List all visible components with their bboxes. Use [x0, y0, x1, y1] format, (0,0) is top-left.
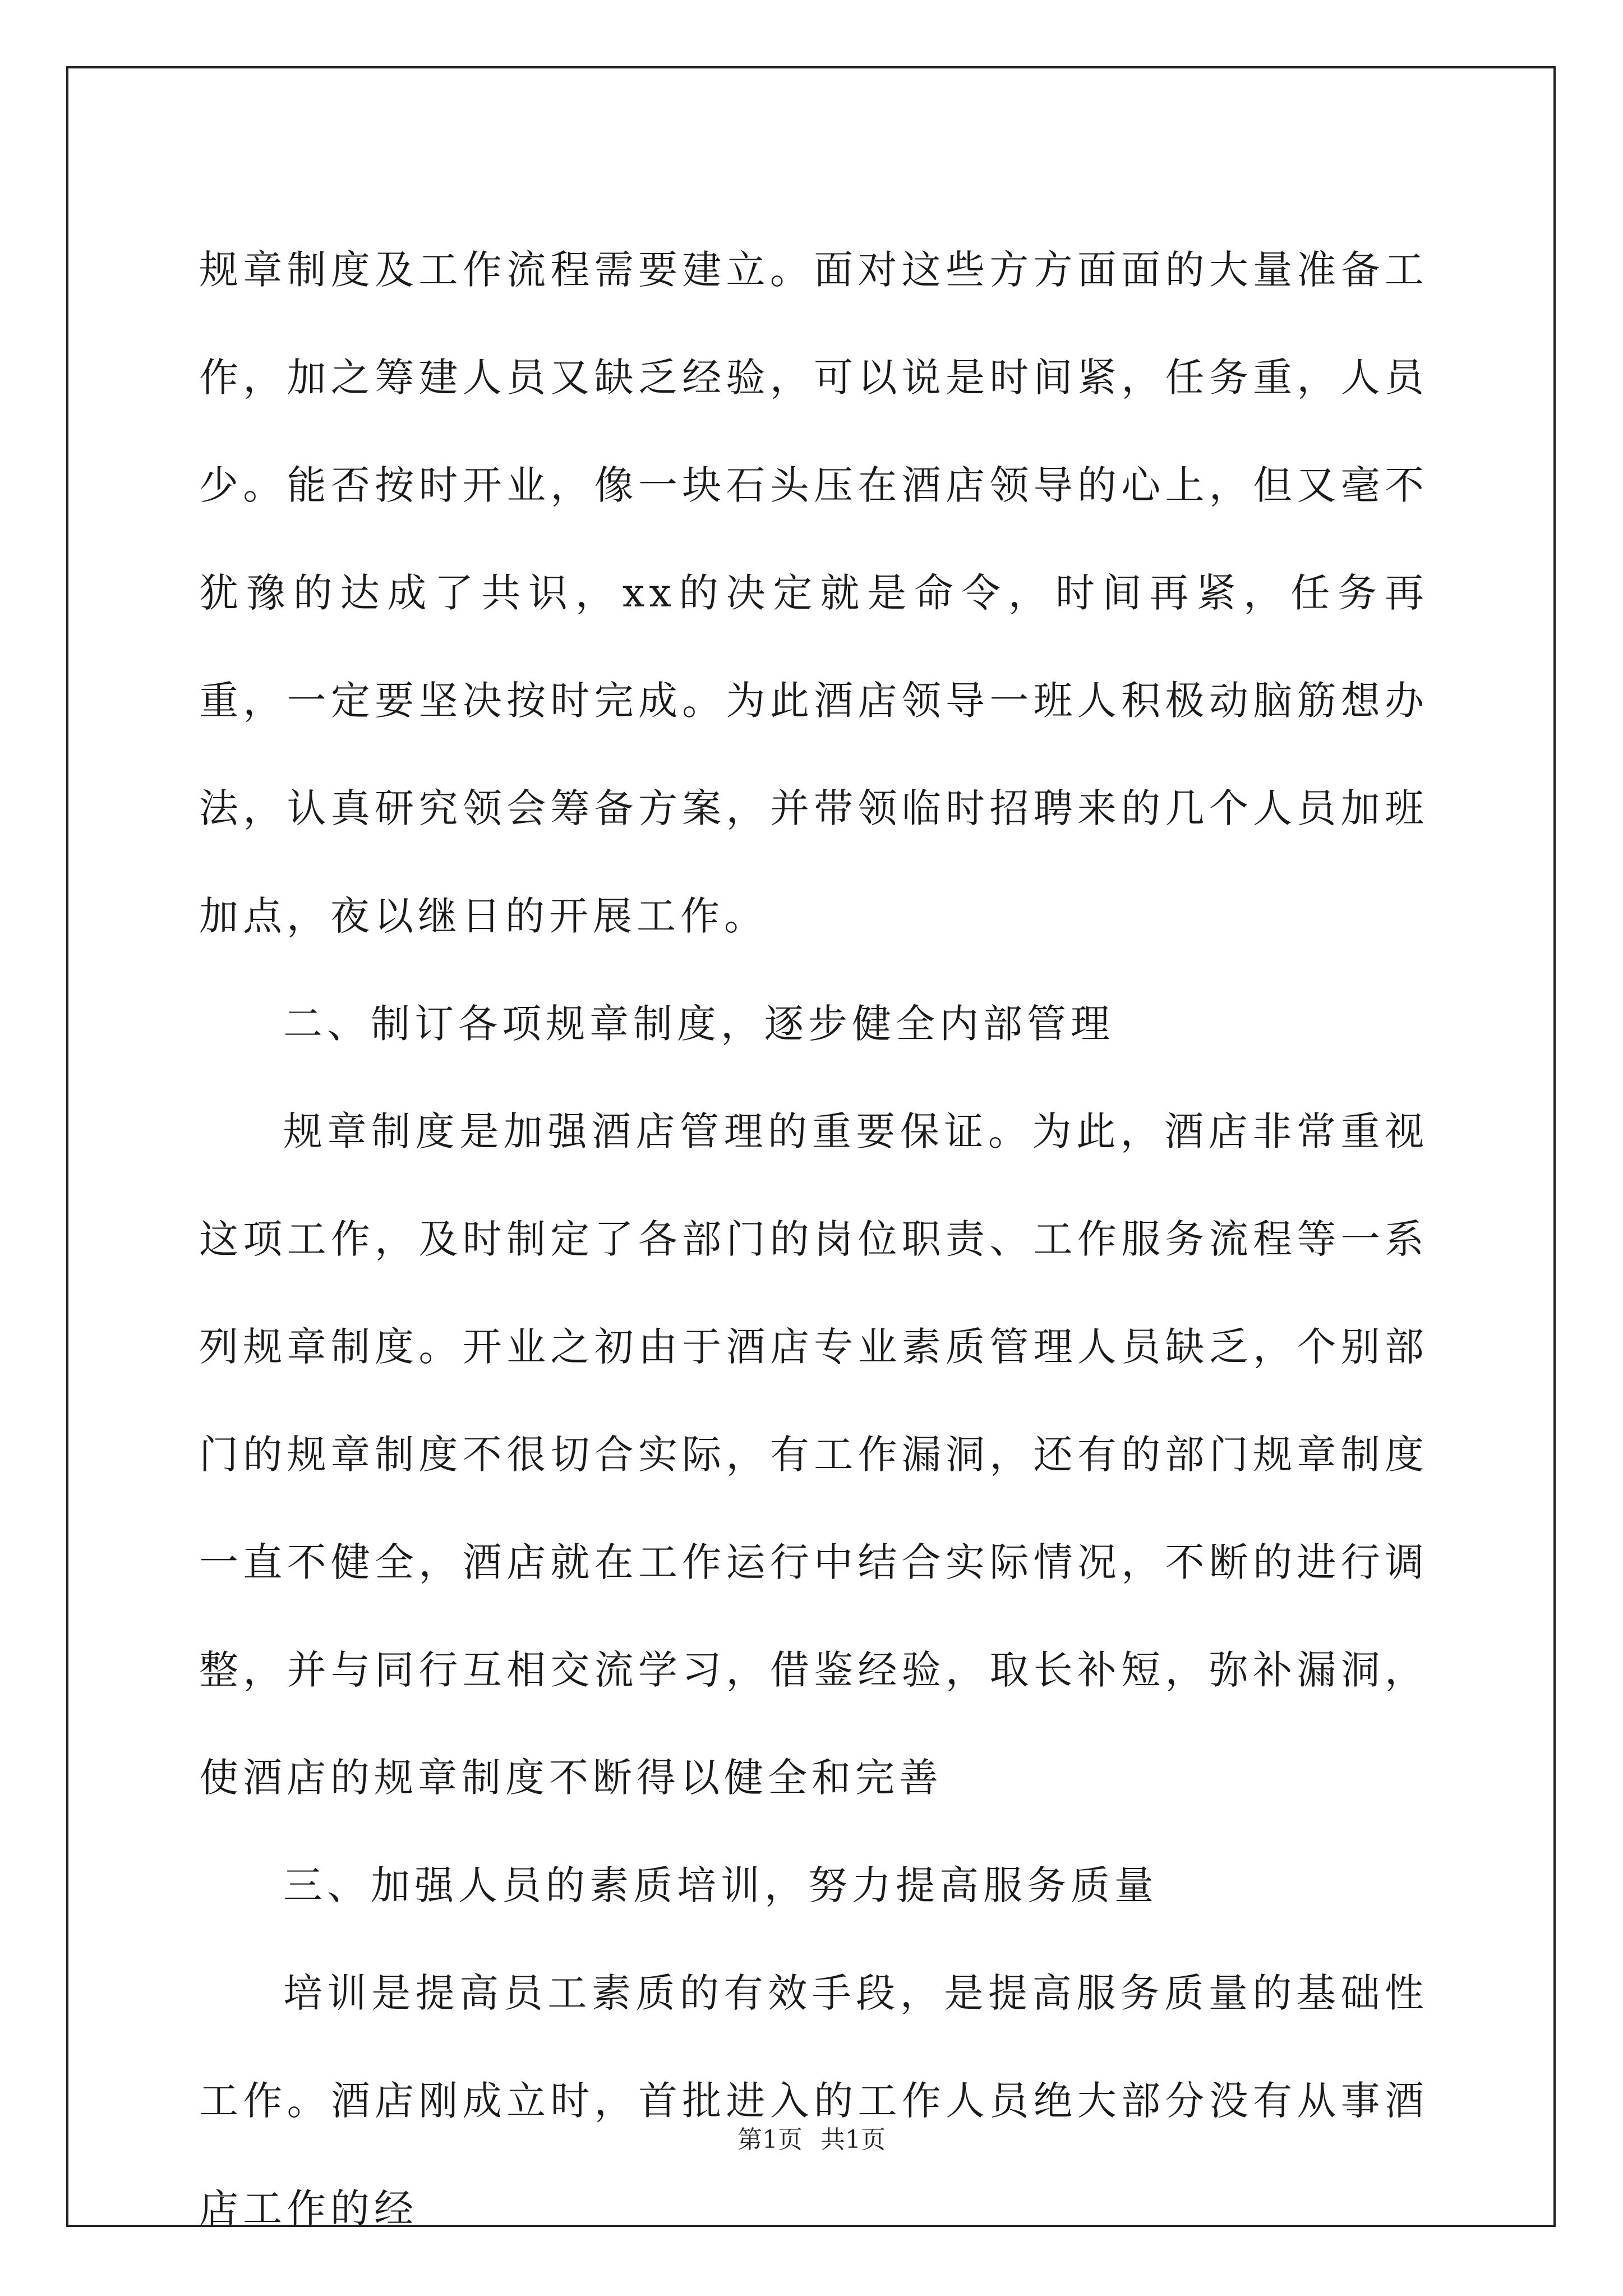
page-number: 第1页: [737, 2125, 803, 2154]
section-heading-3: 三、加强人员的素质培训，努力提高服务质量: [283, 1862, 1158, 1908]
section-heading-2: 二、制订各项规章制度，逐步健全内部管理: [283, 1001, 1114, 1047]
paragraph-rules: 规章制度是加强酒店管理的重要保证。为此，酒店非常重视这项工作，及时制定了各部门的岗位职责、工作服务流程等一系列规章制度。开业之初由于酒店专业素质管理人员缺乏，个别部门的规章制度不很切合实际，有工作漏洞，还有的部门规章制度一直不健全，酒店就在工作运行中结合实际情况，不断的进行调整，并与同行互相交流学习，借鉴经验，取长补短，弥补漏洞，使酒店的规章制度不断得以健全和完善: [199, 1108, 1428, 1801]
paragraph-training: 培训是提高员工素质的有效手段，是提高服务质量的基础性工作。酒店刚成立时，首批进入的工作人员绝大部分没有从事酒店工作的经: [199, 1970, 1428, 2231]
page-total: 共1页: [820, 2125, 886, 2154]
document-body: [199, 216, 1428, 2262]
paragraph-continuation: 规章制度及工作流程需要建立。面对这些方方面面的大量准备工作，加之筹建人员又缺乏经验，可以说是时间紧，任务重，人员少。能否按时开业，像一块石头压在酒店领导的心上，但又毫不犹豫的达成了共识，xx的决定就是命令，时间再紧，任务再重，一定要坚决按时完成。为此酒店领导一班人积极动脑筋想办法，认真研究领会筹备方案，并带领临时招聘来的几个人员加班加点，夜以继日的开展工作。: [199, 247, 1428, 939]
page-footer: [0, 2119, 1623, 2155]
